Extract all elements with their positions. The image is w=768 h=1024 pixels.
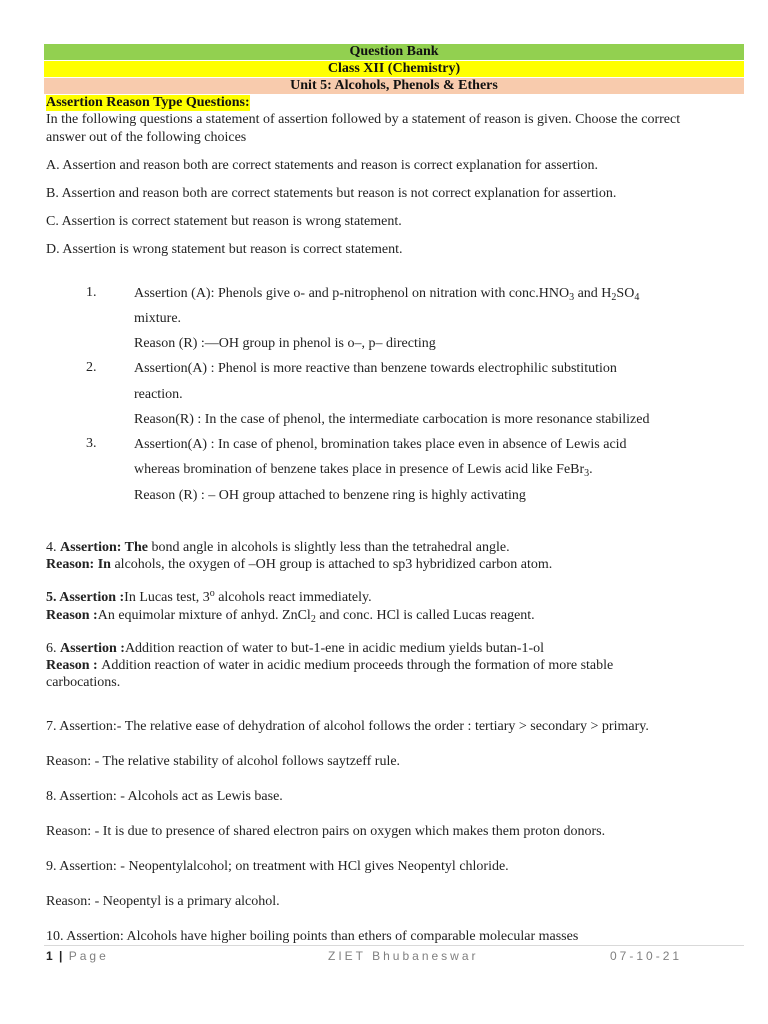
q7-reason: Reason: - The relative stability of alcohol follows saytzeff rule. — [46, 754, 401, 769]
q1-number: 1. — [86, 285, 97, 300]
choice-a: A. Assertion and reason both are correct statements and reason is correct explanation for assertion. — [46, 158, 599, 173]
q7-assertion: 7. Assertion:- The relative ease of dehydration of alcohol follows the order : tertiary > secondary > primary. — [46, 719, 649, 734]
q5-assertion: 5. Assertion :In Lucas test, 3$^o$ alcohols react immediately. — [46, 588, 372, 605]
q4-reason: Reason: In alcohols, the oxygen of –OH group is attached to sp3 hybridized carbon atom. — [46, 557, 553, 572]
q1-assertion-cont: mixture. — [134, 311, 182, 326]
footer-center: ZIET Bhubaneswar — [328, 949, 479, 963]
footer-divider — [44, 945, 744, 946]
q2-number: 2. — [86, 360, 97, 375]
q1-reason: Reason (R) :—OH group in phenol is o–, p– directing — [134, 336, 436, 351]
intro-line-2: answer out of the following choices — [46, 130, 247, 145]
choice-b: B. Assertion and reason both are correct statements but reason is not correct explanation for assertion. — [46, 186, 617, 201]
q3-reason: Reason (R) : – OH group attached to benzene ring is highly activating — [134, 488, 526, 503]
section-heading: Assertion Reason Type Questions: — [46, 95, 250, 110]
q2-reason: Reason(R) : In the case of phenol, the intermediate carbocation is more resonance stabilized — [134, 412, 650, 427]
footer-page: 1 | Page — [46, 949, 109, 963]
q3-assertion-cont: whereas bromination of benzene takes place in presence of Lewis acid like FeBr$_3$. — [134, 462, 593, 479]
title-class: Class XII (Chemistry) — [44, 61, 744, 77]
title-unit: Unit 5: Alcohols, Phenols & Ethers — [44, 78, 744, 94]
q6-reason: Reason : Addition reaction of water in acidic medium proceeds through the formation of more stable — [46, 658, 614, 673]
footer-date: 07-10-21 — [610, 949, 683, 963]
q8-assertion: 8. Assertion: - Alcohols act as Lewis base. — [46, 789, 283, 804]
choice-c: C. Assertion is correct statement but reason is wrong statement. — [46, 214, 402, 229]
choice-d: D. Assertion is wrong statement but reason is correct statement. — [46, 242, 403, 257]
q2-assertion: Assertion(A) : Phenol is more reactive than benzene towards electrophilic substitution — [134, 361, 617, 376]
q9-reason: Reason: - Neopentyl is a primary alcohol. — [46, 894, 280, 909]
q8-reason: Reason: - It is due to presence of shared electron pairs on oxygen which makes them proton donors. — [46, 824, 606, 839]
q3-assertion: Assertion(A) : In case of phenol, bromination takes place even in absence of Lewis acid — [134, 437, 627, 452]
q1-assertion: Assertion (A): Phenols give o- and p-nitrophenol on nitration with $conc.HNO_3$ and $H_2SO_4$ — [134, 286, 640, 303]
q5-reason: Reason :An equimolar mixture of anhyd. ZnCl$_2$ and conc. HCl is called Lucas reagent. — [46, 608, 535, 625]
title-question-bank: Question Bank — [44, 44, 744, 60]
q4-assertion: 4. Assertion: The bond angle in alcohols is slightly less than the tetrahedral angle. — [46, 540, 510, 555]
intro-line-1: In the following questions a statement of assertion followed by a statement of reason is given. Choose the correct — [46, 112, 681, 127]
q10-assertion: 10. Assertion: Alcohols have higher boiling points than ethers of comparable molecular masses — [46, 929, 579, 944]
q9-assertion: 9. Assertion: - Neopentylalcohol; on treatment with HCl gives Neopentyl chloride. — [46, 859, 509, 874]
q6-reason-cont: carbocations. — [46, 675, 121, 690]
q3-number: 3. — [86, 436, 97, 451]
q6-assertion: 6. Assertion :Addition reaction of water to but-1-ene in acidic medium yields butan-1-ol — [46, 641, 545, 656]
q2-assertion-cont: reaction. — [134, 387, 183, 402]
